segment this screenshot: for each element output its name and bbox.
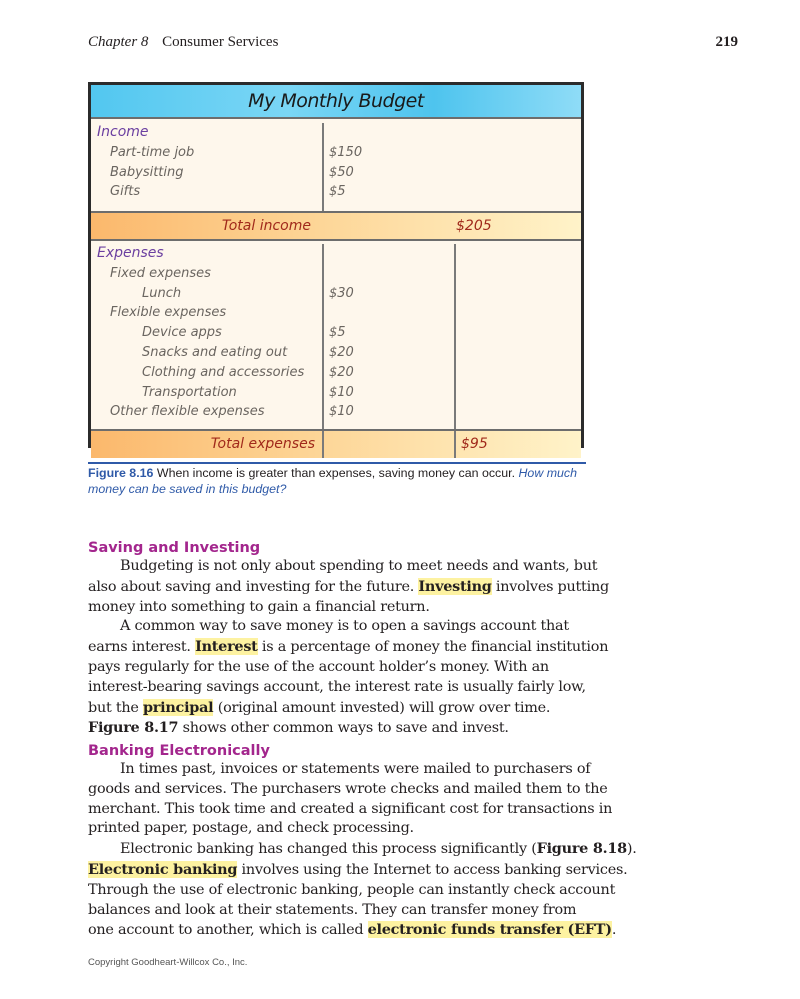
caption-question-cont: money can be saved in this budget? (88, 481, 287, 496)
income-item-label: Part-time job (110, 144, 195, 160)
paragraph (88, 617, 609, 739)
key-term: Interest (195, 638, 258, 656)
income-row (91, 182, 581, 202)
expenses-section (91, 244, 581, 431)
expense-row (91, 284, 581, 304)
expense-row (91, 343, 581, 363)
income-item-value: $5 (329, 184, 346, 200)
key-term: Electronic banking (88, 860, 238, 878)
paragraph (88, 760, 613, 839)
expense-row (91, 363, 581, 383)
total-expenses-row (91, 431, 581, 458)
income-row (91, 143, 581, 163)
key-term: principal (142, 698, 214, 716)
key-term: Investing (418, 577, 492, 595)
expense-item-value: $30 (329, 285, 354, 301)
expense-item-label: Device apps (142, 325, 222, 341)
text-line: Electronic banking has changed this process significantly (Figure 8.18). (120, 840, 637, 858)
total-income-row (91, 213, 581, 241)
text-line: In times past, invoices or statements were mailed to purchasers of (120, 761, 591, 777)
chapter-label: Chapter 8 (88, 34, 149, 50)
text-line: goods and services. The purchasers wrote checks and mailed them to the (88, 780, 608, 797)
text-line: but the principal (original amount invested) will grow over time. (88, 698, 551, 716)
expense-item-label: Snacks and eating out (142, 344, 288, 360)
income-item-value: $50 (329, 164, 354, 180)
text-line: interest-bearing savings account, the interest rate is usually fairly low, (88, 678, 586, 695)
text-line: merchant. This took time and created a significant cost for transactions in (88, 800, 613, 817)
text-line: Through the use of electronic banking, people can instantly check account (88, 881, 616, 898)
figure-label: Figure 8.16 (88, 466, 154, 480)
income-category-row (91, 123, 581, 143)
text-line: earns interest. Interest is a percentage of money the financial institution (88, 638, 609, 656)
running-head (88, 34, 738, 54)
expense-row (91, 303, 581, 323)
expense-item-label: Flexible expenses (110, 305, 227, 321)
figure-reference: Figure 8.17 (88, 719, 179, 737)
section-heading: Saving and Investing (88, 540, 261, 556)
expense-item-label: Lunch (142, 285, 182, 301)
column-divider (454, 431, 456, 458)
page-number: 219 (715, 34, 738, 50)
text-line: printed paper, postage, and check processing. (88, 820, 414, 837)
section-body (88, 557, 609, 739)
total-expenses-label: Total expenses (210, 436, 315, 452)
copyright-footer: Copyright Goodheart-Willcox Co., Inc. (88, 957, 248, 968)
figure-reference: Figure 8.18 (536, 840, 627, 858)
income-item-label: Babysitting (110, 164, 184, 180)
text-line: Budgeting is not only about spending to meet needs and wants, but (120, 558, 598, 574)
expense-row (91, 323, 581, 343)
total-income-label: Total income (221, 218, 311, 234)
expense-row (91, 264, 581, 284)
caption-text: When income is greater than expenses, saving money can occur. (156, 466, 516, 480)
budget-table (88, 82, 584, 452)
paragraph (88, 839, 637, 941)
expense-item-label: Other flexible expenses (110, 404, 265, 420)
text-line: one account to another, which is called electronic funds transfer (EFT). (88, 921, 617, 939)
section-heading: Banking Electronically (88, 743, 270, 759)
chapter-title: Consumer Services (162, 34, 279, 50)
expense-item-value: $10 (329, 384, 354, 400)
caption-question: How much (518, 466, 578, 480)
budget-title: My Monthly Budget (91, 85, 581, 119)
expense-item-label: Fixed expenses (110, 265, 211, 281)
figure-caption (88, 466, 588, 497)
text-line: also about saving and investing for the future. Investing involves putting (88, 577, 609, 595)
income-section (91, 123, 581, 213)
section-body (88, 760, 637, 941)
key-term: electronic funds transfer (EFT) (367, 921, 612, 939)
text-line: Figure 8.17 shows other common ways to save and invest. (88, 719, 509, 737)
expense-row (91, 402, 581, 422)
column-divider (322, 431, 324, 458)
text-line: Electronic banking involves using the Internet to access banking services. (88, 860, 628, 878)
income-row (91, 163, 581, 183)
income-item-label: Gifts (110, 184, 141, 200)
text-line: money into something to gain a financial return. (88, 598, 430, 615)
expense-item-value: $5 (329, 325, 346, 341)
expense-item-value: $20 (329, 344, 354, 360)
expense-item-label: Transportation (142, 384, 237, 400)
expense-item-label: Clothing and accessories (142, 364, 305, 380)
caption-rule (88, 462, 586, 464)
total-expenses-value: $95 (461, 436, 488, 452)
income-label: Income (97, 124, 149, 140)
expense-item-value: $10 (329, 404, 354, 420)
expense-item-value: $20 (329, 364, 354, 380)
paragraph (88, 557, 609, 617)
expenses-label: Expenses (97, 245, 164, 261)
expense-row (91, 383, 581, 403)
total-income-value: $205 (456, 218, 492, 234)
text-line: pays regularly for the use of the account holder’s money. With an (88, 658, 549, 675)
text-line: balances and look at their statements. They can transfer money from (88, 901, 577, 918)
income-item-value: $150 (329, 144, 363, 160)
text-line: A common way to save money is to open a savings account that (120, 618, 569, 635)
expenses-category-row (91, 244, 581, 264)
